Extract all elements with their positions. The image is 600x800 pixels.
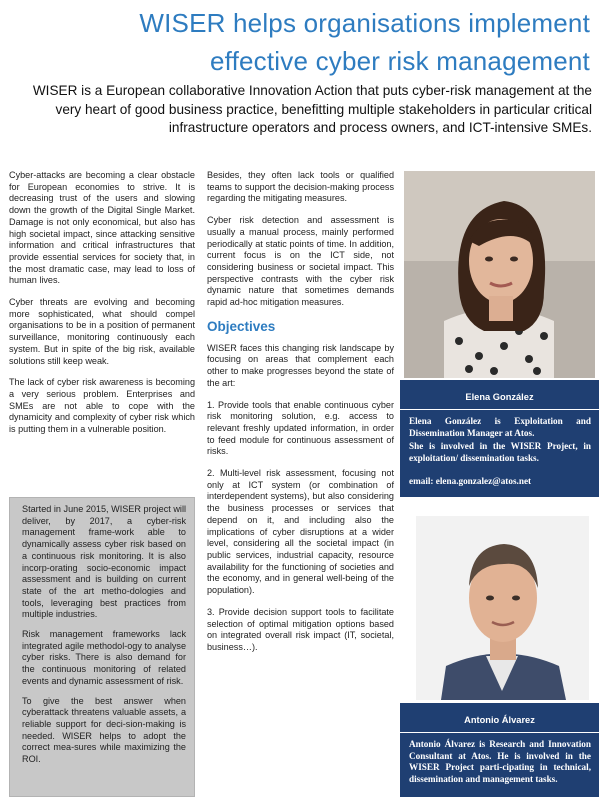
profile-email: email: elena.gonzalez@atos.net (409, 476, 532, 487)
column-middle (207, 170, 394, 664)
section-heading-objectives: Objectives (207, 318, 276, 334)
paragraph: Risk management frameworks lack integrated agile methodol-ogy to analyse cyber risks. There is also demand for the continuous monitoring of related events and dynamic assessment of risk. (22, 629, 186, 686)
paragraph: Cyber threats are evolving and becoming more sophisticated, what should compel organisations to be in a position of permanent surveillance, monitoring continuously each system. But in spite of the big risk, available solutions still keep weak. (9, 297, 195, 366)
summary-text (10, 498, 194, 766)
column-left (9, 170, 195, 446)
profile-description (400, 410, 599, 464)
paragraph: The lack of cyber risk awareness is becoming a very serious problem. Enterprises and SMEs are not able to cope with the dynamicity and complexity of cyber risk which is putting them in a vulnerable position. (9, 377, 195, 435)
paragraph: 1. Provide tools that enable continuous cyber risk monitoring solution, e.g. access to relevant freshly updated information, in order to feed module for continuous assessment of risks. (207, 399, 394, 457)
title-line-2: effective cyber risk management (209, 46, 590, 76)
portrait-photo-antonio (416, 516, 589, 700)
paragraph: Cyber-attacks are becoming a clear obstacle for European economies to strive. It is decreasing trust of the users and slowing down the growth of the Digital Single Market. Damage is not only economical, but also has high societal impact, since attacking sensitive information and critical infrastructures that provide essential services for society that, in the most dramatic case, may lead to loss of human lives. (9, 170, 195, 286)
paragraph: 2. Multi-level risk assessment, focusing not only at ICT system (or combination of interdependent systems), but also considering the business processes or services that depend on it, and including also the implications of cyber disruptions at a wider level, considering all the societal impact (in public services, industrial capacity, resource availability for the functioning of societies and the economy, and in general well-being of the population). (207, 468, 394, 596)
paragraph: To give the best answer when cyberattack threatens valuable assets, a reliable support for deci-sion-making is needed. WISER helps to adopt the correct mea-sures while maximizing the ROI. (22, 695, 186, 765)
profile-card-antonio (400, 703, 599, 797)
title-line-1: WISER helps organisations implement (139, 8, 590, 38)
profile-name: Elena González (465, 392, 534, 402)
paragraph: Cyber risk detection and assessment is usually a manual process, mainly performed periodically at static points of time. In addition, current focus is on the ICT side, not considering business or societal impact. This perspective contrasts with the cyber risk dynamic nature that sometimes demands rapid ad-hoc mitigation measures. (207, 215, 394, 308)
project-summary-box (9, 497, 195, 797)
profile-task: She is involved in the WISER Project, in exploitation/ dissemination tasks. (409, 441, 591, 463)
paragraph: WISER faces this changing risk landscape by focusing on areas that complement each other to make progresses beyond the state of the art: (207, 342, 394, 388)
profile-name: Antonio Álvarez (464, 715, 535, 725)
portrait-photo-elena (404, 171, 595, 378)
profile-card-elena (400, 380, 599, 497)
page-subtitle: WISER is a European collaborative Innovation Action that puts cyber-risk management at the very heart of good business practice, benefitting multiple stakeholders in particular critical infrastructure operators and process owners, and ICT-intensive SMEs. (32, 83, 592, 135)
paragraph: 3. Provide decision support tools to facilitate selection of optimal mitigation options based on integrated overall risk impact (IT, societal, business…). (207, 606, 394, 652)
paragraph: Started in June 2015, WISER project will deliver, by 2017, a cyber-risk management frame-work able to dynamically assess cyber risk based on a continuous risk monitoring. It is also incorp-orating socio-economic impact assessment and is building on current state of the art metho-dologies and tools, leveraging best practices from multiple industries. (22, 504, 186, 620)
paragraph: Besides, they often lack tools or qualified teams to support the decision-making process regarding the mitigating measures. (207, 170, 394, 204)
profile-description: Antonio Álvarez is Research and Innovation Consultant at Atos. He is involved in the WISER Project parti-cipating in technical, dissemination and management tasks. (409, 739, 591, 784)
page-title (10, 4, 590, 80)
profile-role: Elena González is Exploitation and Dissemination Manager at Atos. (409, 416, 591, 438)
